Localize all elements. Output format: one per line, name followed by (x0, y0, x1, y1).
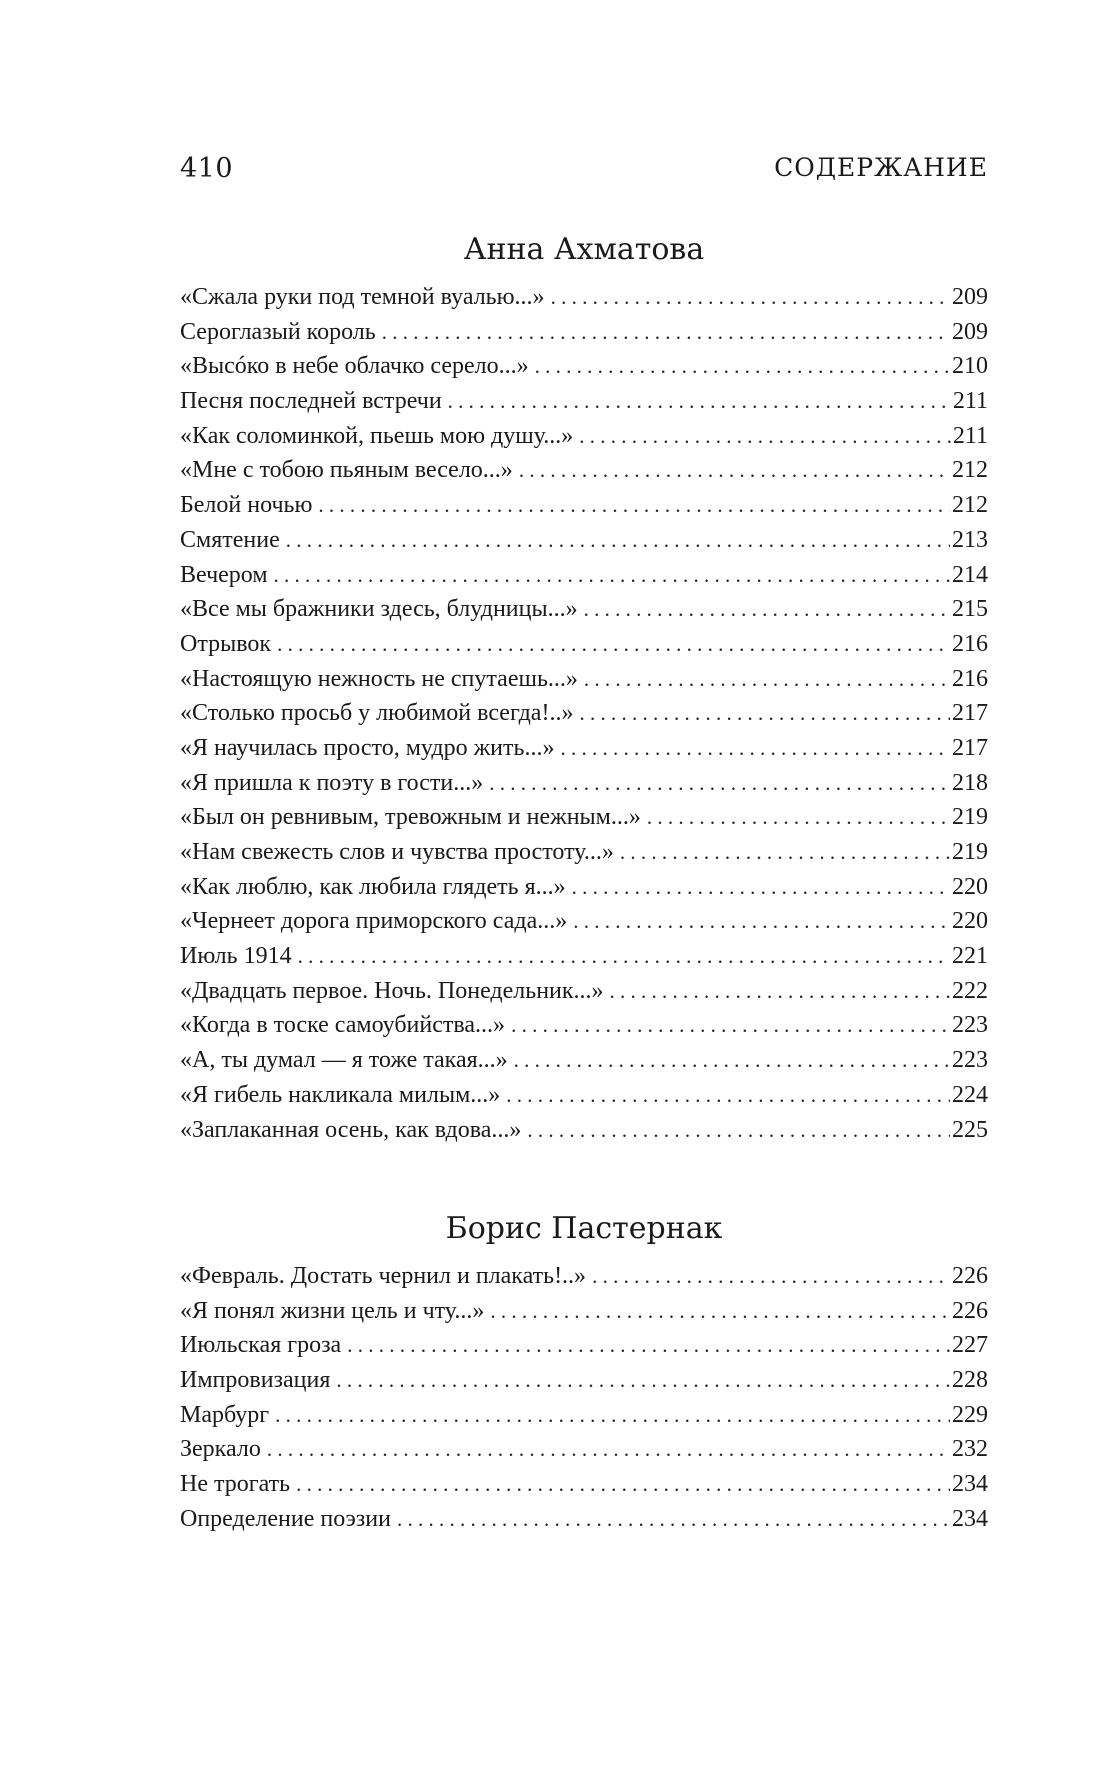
toc-entry[interactable] (180, 1402, 988, 1437)
toc-entry-page: 225 (952, 1116, 988, 1143)
dot-leader (551, 285, 950, 310)
page-number: 410 (180, 153, 234, 184)
toc-entry-page: 227 (952, 1332, 988, 1359)
dot-leader (610, 979, 950, 1004)
toc-entry[interactable] (180, 284, 988, 319)
toc-entry-title: Отрывок (180, 630, 272, 657)
toc-entry-title: «Я понял жизни цель и чту...» (180, 1297, 485, 1324)
dot-leader (382, 320, 950, 345)
dot-leader (336, 1368, 950, 1393)
toc-entry[interactable] (180, 700, 988, 735)
toc-entry[interactable] (180, 839, 988, 874)
toc-entry-title: «Я пришла к поэту в гости...» (180, 769, 484, 796)
toc-entry-title: Июльская гроза (180, 1332, 342, 1359)
running-head: СОДЕРЖАНИЕ (774, 153, 988, 182)
toc-list (180, 1263, 988, 1541)
dot-leader (584, 667, 950, 692)
toc-entry-title: «Как соломинкой, пьешь мою душу...» (180, 422, 574, 449)
dot-leader (514, 1048, 950, 1073)
dot-leader (277, 632, 950, 657)
dot-leader (519, 458, 950, 483)
toc-entry[interactable] (180, 1332, 988, 1367)
toc-entry[interactable] (180, 1082, 988, 1117)
dot-leader (318, 493, 950, 518)
toc-entry-page: 220 (952, 908, 988, 935)
toc-entry[interactable] (180, 457, 988, 492)
toc-entry-title: Сероглазый король (180, 318, 376, 345)
dot-leader (286, 528, 950, 553)
toc-entry-title: «А, ты думал — я тоже такая...» (180, 1047, 508, 1074)
toc-entry-page: 223 (952, 1047, 988, 1074)
section-akhmatova (180, 232, 988, 1151)
toc-entry-page: 215 (952, 596, 988, 623)
toc-entry[interactable] (180, 943, 988, 978)
dot-leader (572, 875, 950, 900)
dot-leader (267, 1437, 950, 1462)
dot-leader (506, 1083, 950, 1108)
toc-entry[interactable] (180, 1506, 988, 1541)
toc-entry-page: 209 (952, 284, 988, 310)
toc-entry[interactable] (180, 353, 988, 388)
toc-entry-page: 234 (952, 1505, 988, 1532)
toc-entry[interactable] (180, 804, 988, 839)
toc-entry-page: 223 (952, 1012, 988, 1039)
toc-entry-title: «Все мы бражники здесь, блудницы...» (180, 596, 578, 623)
toc-entry-title: «Я гибель накликала милым...» (180, 1081, 501, 1108)
toc-entry-title: «Февраль. Достать чернил и плакать!..» (180, 1263, 587, 1289)
toc-entry-page: 217 (952, 734, 988, 761)
dot-leader (579, 424, 951, 449)
toc-entry-title: «Когда в тоске самоубийства...» (180, 1012, 506, 1039)
toc-entry-title: «Был он ревнивым, тревожным и нежным...» (180, 804, 641, 831)
toc-entry[interactable] (180, 1471, 988, 1506)
toc-entry[interactable] (180, 978, 988, 1013)
toc-entry-title: «Я научилась просто, мудро жить...» (180, 734, 555, 761)
toc-entry-page: 226 (952, 1263, 988, 1289)
toc-entry[interactable] (180, 1012, 988, 1047)
toc-entry[interactable] (180, 874, 988, 909)
dot-leader (397, 1507, 950, 1532)
toc-entry-page: 218 (952, 769, 988, 796)
toc-entry-page: 210 (952, 353, 988, 380)
toc-entry-page: 212 (952, 457, 988, 484)
toc-entry-title: «Высóко в небе облачко серело...» (180, 353, 529, 380)
toc-entry[interactable] (180, 1047, 988, 1082)
toc-entry-page: 211 (952, 422, 988, 449)
dot-leader (560, 736, 950, 761)
toc-entry[interactable] (180, 631, 988, 666)
toc-entry[interactable] (180, 562, 988, 597)
dot-leader (296, 1472, 950, 1497)
dot-leader (592, 1264, 950, 1289)
toc-entry-page: 214 (952, 561, 988, 588)
toc-entry-page: 219 (952, 839, 988, 865)
toc-entry-title: Вечером (180, 561, 268, 588)
toc-entry-title: Марбург (180, 1401, 270, 1428)
toc-entry-title: Июль 1914 (180, 943, 292, 970)
toc-entry-page: 232 (952, 1436, 988, 1463)
dot-leader (527, 1118, 950, 1143)
toc-entry-title: «Двадцать первое. Ночь. Понедельник...» (180, 977, 604, 1004)
toc-entry-title: Песня последней встречи (180, 388, 442, 415)
toc-entry[interactable] (180, 319, 988, 354)
dot-leader (511, 1013, 950, 1038)
dot-leader (579, 701, 950, 726)
toc-entry-title: Зеркало (180, 1436, 261, 1463)
toc-entry-page: 226 (952, 1297, 988, 1324)
dot-leader (298, 944, 950, 969)
dot-leader (647, 805, 950, 830)
dot-leader (448, 389, 951, 414)
toc-entry[interactable] (180, 423, 988, 458)
toc-entry-page: 234 (952, 1471, 988, 1498)
toc-entry-title: Определение поэзии (180, 1505, 391, 1532)
toc-entry[interactable] (180, 1117, 988, 1152)
dot-leader (620, 840, 950, 865)
toc-entry-page: 216 (952, 665, 988, 692)
dot-leader (535, 354, 950, 379)
toc-entry-page: 212 (952, 492, 988, 519)
toc-entry-page: 228 (952, 1367, 988, 1394)
toc-entry-title: «Настоящую нежность не спутаешь...» (180, 665, 578, 692)
toc-entry[interactable] (180, 770, 988, 805)
toc-entry-page: 229 (952, 1401, 988, 1428)
dot-leader (275, 1403, 950, 1428)
dot-leader (573, 909, 950, 934)
dot-leader (347, 1333, 950, 1358)
toc-entry-page: 211 (952, 388, 988, 415)
toc-entry-title: «Чернеет дорога приморского сада...» (180, 908, 568, 935)
dot-leader (489, 771, 950, 796)
toc-entry-title: «Мне с тобою пьяным весело...» (180, 457, 513, 484)
toc-entry-title: «Нам свежесть слов и чувства простоту...» (180, 839, 614, 865)
toc-entry-title: Импровизация (180, 1367, 331, 1394)
toc-entry-page: 220 (952, 873, 988, 900)
toc-entry[interactable] (180, 1298, 988, 1333)
dot-leader (584, 597, 950, 622)
toc-entry-title: Не трогать (180, 1471, 291, 1498)
toc-entry-title: «Заплаканная осень, как вдова...» (180, 1116, 522, 1143)
dot-leader (490, 1299, 950, 1324)
toc-entry-title: «Сжала руки под темной вуалью...» (180, 284, 545, 310)
toc-entry-page: 224 (952, 1081, 988, 1108)
toc-entry[interactable] (180, 908, 988, 943)
toc-entry[interactable] (180, 1263, 988, 1298)
toc-entry-page: 209 (952, 318, 988, 345)
toc-entry-title: «Столько просьб у любимой всегда!..» (180, 700, 574, 727)
section-pasternak (180, 1211, 988, 1541)
toc-entry[interactable] (180, 492, 988, 527)
toc-entry-page: 216 (952, 630, 988, 657)
toc-entry-page: 222 (952, 977, 988, 1004)
section-title: Борис Пастернак (445, 1211, 723, 1246)
toc-entry[interactable] (180, 527, 988, 562)
toc-entry[interactable] (180, 388, 988, 423)
toc-list (180, 284, 988, 1151)
section-title: Анна Ахматова (463, 232, 705, 267)
dot-leader (274, 563, 950, 588)
toc-entry[interactable] (180, 596, 988, 631)
toc-entry-page: 219 (952, 804, 988, 831)
toc-entry[interactable] (180, 1436, 988, 1471)
toc-entry[interactable] (180, 735, 988, 770)
toc-entry-title: Белой ночью (180, 492, 313, 519)
toc-entry-title: «Как люблю, как любила глядеть я...» (180, 873, 566, 900)
toc-entry[interactable] (180, 666, 988, 701)
toc-entry-page: 217 (952, 700, 988, 727)
toc-entry-page: 213 (952, 526, 988, 553)
toc-entry-title: Смятение (180, 526, 280, 553)
toc-entry[interactable] (180, 1367, 988, 1402)
toc-entry-page: 221 (952, 943, 988, 970)
